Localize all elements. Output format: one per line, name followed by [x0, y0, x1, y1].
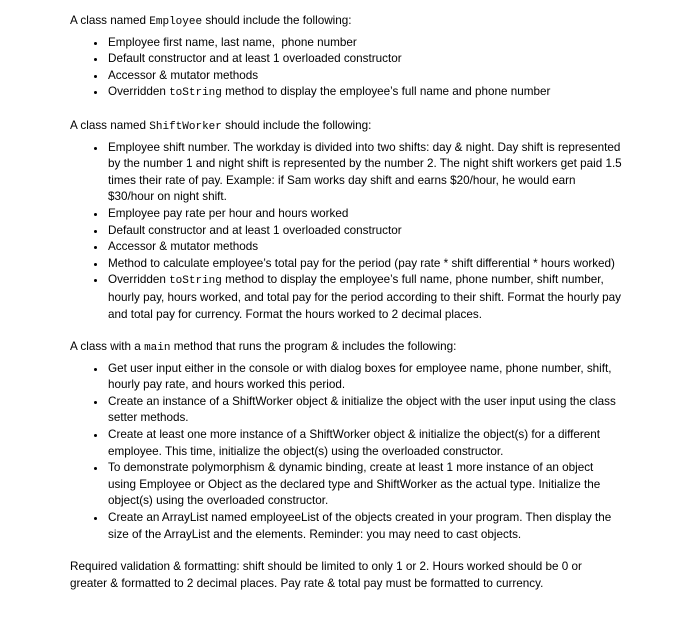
text-run: Get user input either in the console or with dialog boxes for employee name, phone number, shift, hourly pay rate, and hours worked this period. — [108, 361, 615, 392]
bullet-item — [106, 460, 622, 510]
text-run: Method to calculate employee’s total pay for the period (pay rate * shift differential * hours worked) — [108, 256, 615, 270]
section-main-method-class — [70, 339, 622, 543]
bullet-list — [70, 140, 625, 324]
text-run: method to display the employee’s full name and phone number — [221, 85, 551, 99]
bullet-item — [106, 394, 622, 427]
text-run: To demonstrate polymorphism & dynamic binding, create at least 1 more instance of an object using Employee or Object as the declared type and ShiftWorker as the actual type. Initialize the object(s) using the overloaded constructor. — [108, 461, 604, 508]
bullet-item — [106, 68, 622, 85]
bullet-item — [106, 206, 622, 223]
bullet-item — [106, 239, 622, 256]
text-run: Create at least one more instance of a ShiftWorker object & initialize the object(s) for a different employee. This time, initialize the object(s) using the overloaded constructor. — [108, 428, 604, 458]
text-run: Default constructor and at least 1 overloaded constructor — [108, 223, 402, 237]
bullet-item — [106, 272, 625, 323]
bullet-list — [70, 35, 622, 102]
text-run: Default constructor and at least 1 overloaded constructor — [108, 52, 402, 66]
text-run: should include the following: — [221, 118, 372, 132]
text-run: A class named — [70, 118, 150, 132]
bullet-item — [106, 84, 622, 102]
bullet-item — [106, 223, 622, 240]
section-intro — [70, 339, 622, 357]
text-run: Employee first name, last name, phone number — [108, 35, 357, 49]
bullet-item — [106, 427, 622, 460]
text-run: Create an ArrayList named employeeList of the objects created in your program. Then display the size of the ArrayList and the elements. Reminder: you may need to cast objects. — [108, 511, 615, 541]
closing-paragraph — [70, 559, 622, 592]
section-employee-class — [70, 13, 622, 102]
text-run: method to display the employee’s full name, phone number, shift number, hourly pay, hours worked, and total pay for the period according to their shift. Format the hourly pay and total pay for currency. Format the hours worked to 2 decimal places. — [108, 273, 625, 321]
bullet-item — [106, 510, 622, 543]
code-term: ShiftWorker — [149, 120, 222, 133]
text-run: A class with a — [70, 340, 145, 354]
text-run: Required validation & formatting: shift should be limited to only 1 or 2. Hours worked should be 0 or greater & formatted to 2 decimal places. Pay rate & total pay must be formatted to currency. — [70, 560, 586, 590]
code-term: Employee — [149, 16, 203, 28]
text-run: Employee shift number. The workday is divided into two shifts: day & night. Day shift is represented by the number 1 and night shift is represented by the number 2. The night shift workers get paid 1.5 times their rate of pay. Example: if Sam works day shift and earns $20/hour, he would earn $30/hour on night shift. — [108, 140, 625, 204]
section-intro — [70, 118, 622, 136]
text-run: method that runs the program & includes the following: — [170, 340, 457, 354]
code-term: toString — [169, 87, 222, 100]
text-run: A class named — [70, 14, 150, 27]
text-run: Employee pay rate per hour and hours worked — [108, 206, 349, 220]
bullet-item — [106, 35, 622, 52]
text-run: Overridden — [108, 85, 170, 99]
text-run: Create an instance of a ShiftWorker object & initialize the object with the user input using the class setter methods. — [108, 394, 620, 425]
text-run: Accessor & mutator methods — [108, 68, 259, 82]
section-shiftworker-class — [70, 118, 625, 323]
text-run: Overridden — [108, 273, 170, 287]
bullet-item — [106, 51, 622, 68]
text-run: should include the following: — [202, 14, 352, 27]
section-intro — [70, 13, 622, 31]
text-run: Accessor & mutator methods — [108, 240, 259, 254]
bullet-item — [106, 140, 625, 206]
bullet-item — [106, 361, 622, 394]
code-term: toString — [169, 275, 222, 288]
bullet-item — [106, 256, 622, 273]
bullet-list — [70, 361, 622, 544]
code-term: main — [144, 342, 171, 355]
